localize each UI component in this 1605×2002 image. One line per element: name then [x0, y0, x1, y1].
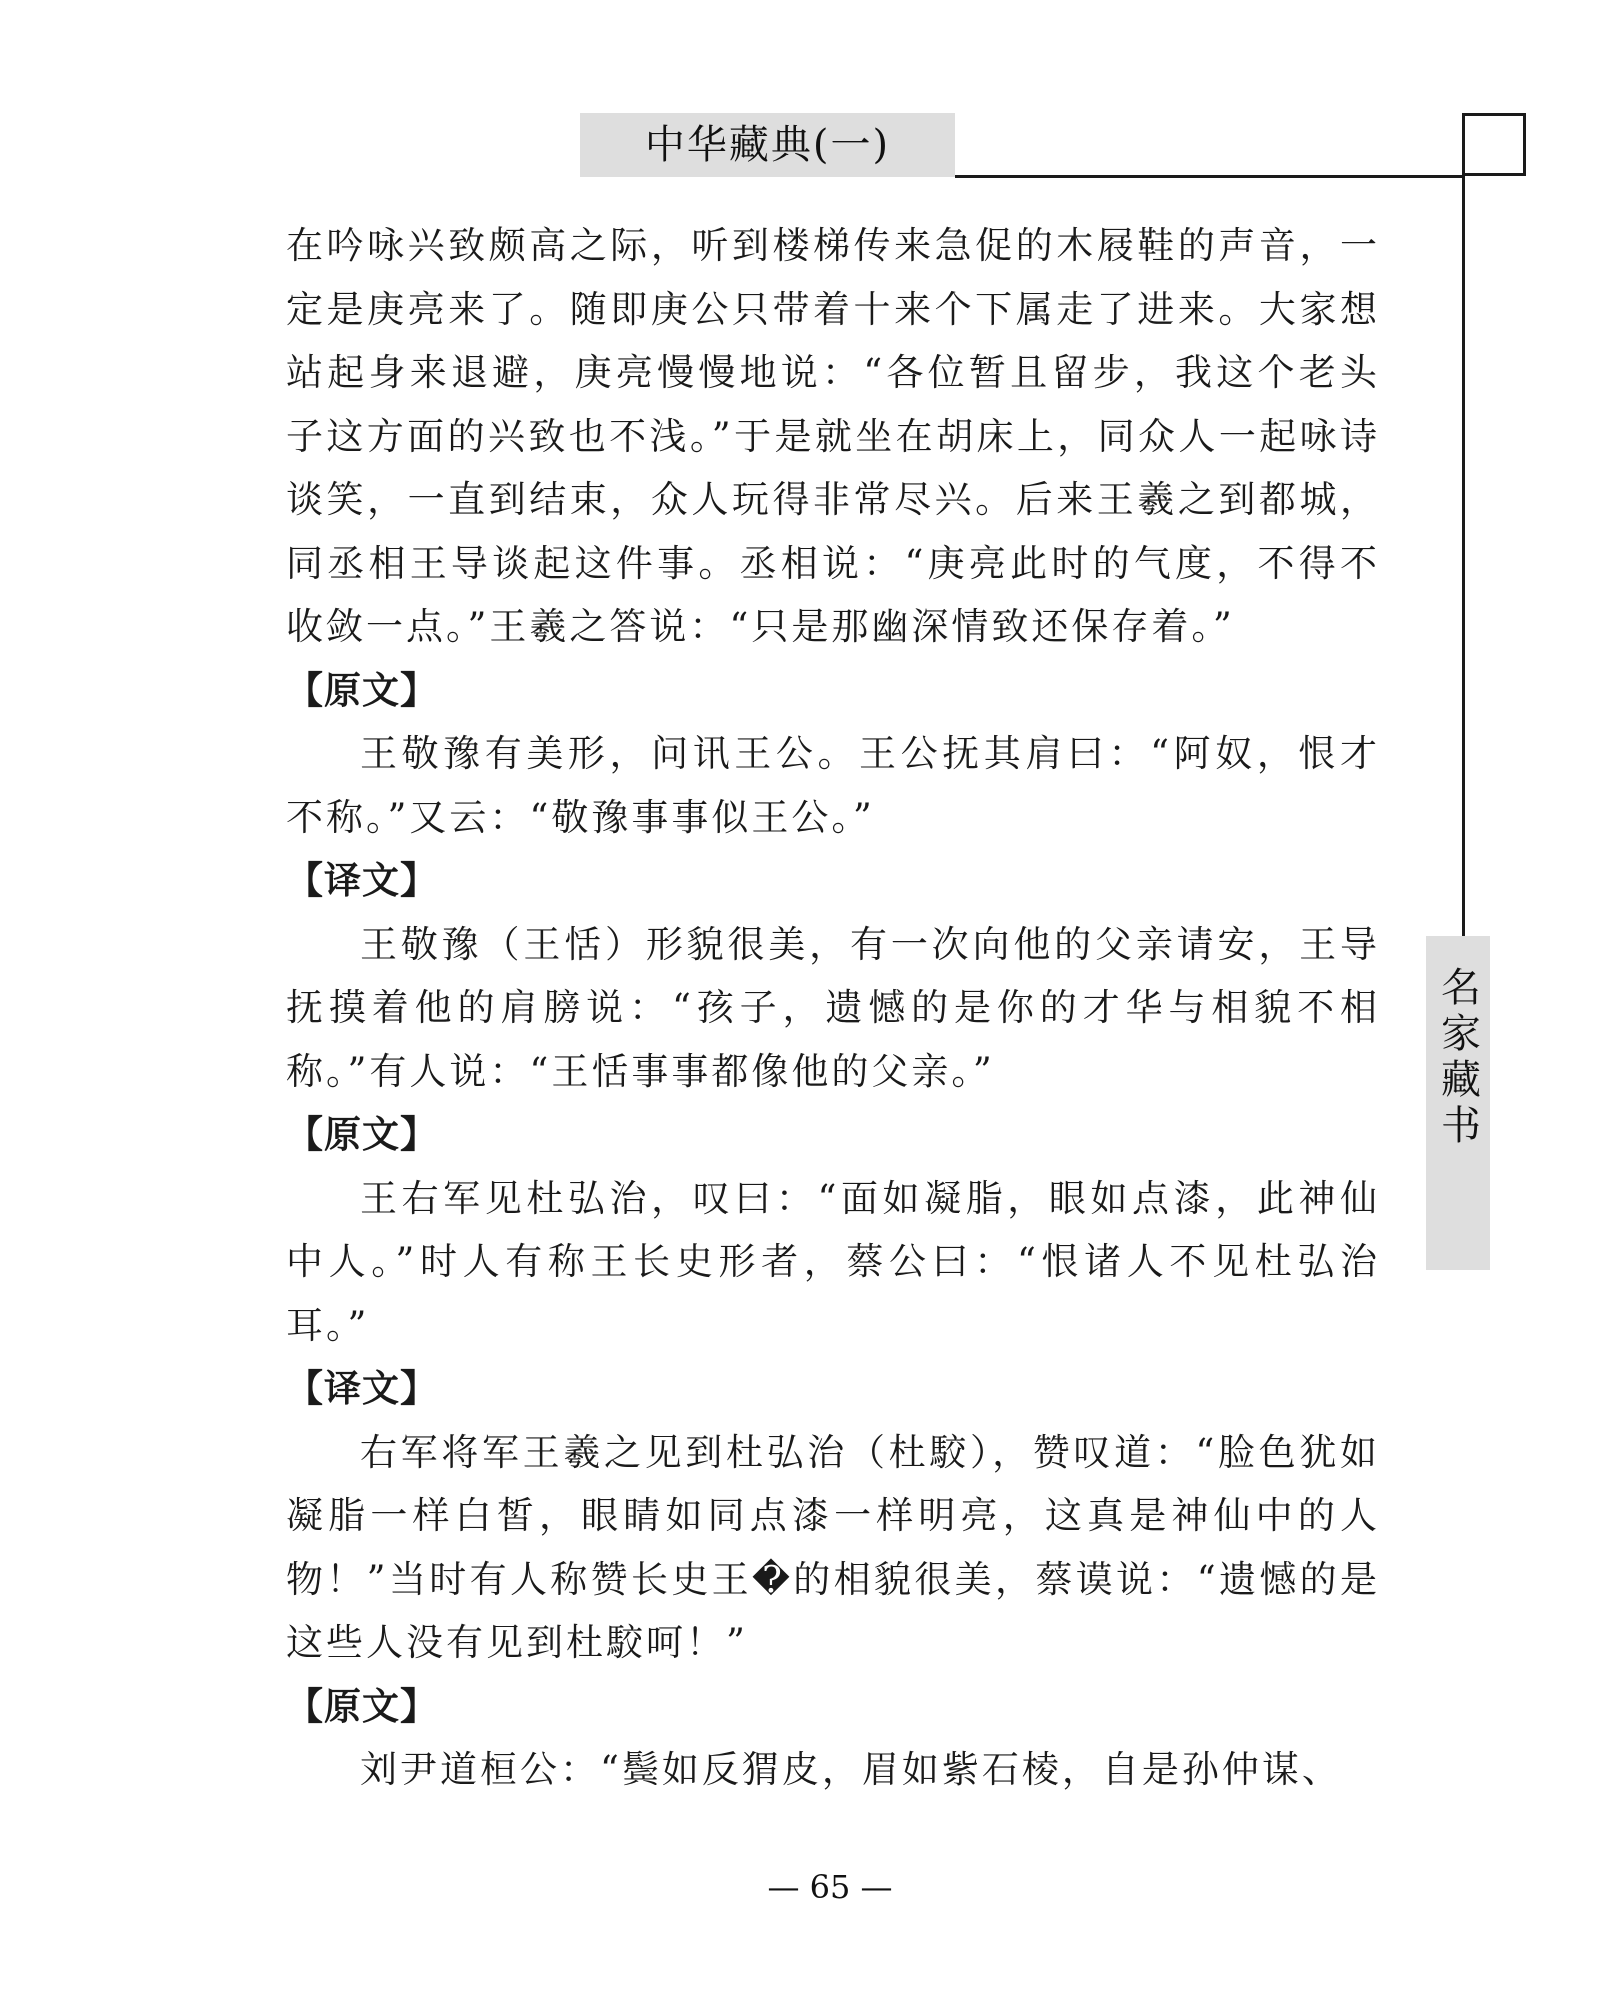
paragraph-original: 王右军见杜弘治，叹曰：“面如凝脂，眼如点漆，此神仙中人。”时人有称王长史形者，蔡公曰：“恨诸人不见杜弘治耳。”: [286, 1176, 1380, 1347]
page-body: [286, 214, 1380, 1802]
header-rule: [955, 175, 1465, 178]
corner-box: [1462, 113, 1526, 176]
book-title: 中华藏典(一): [644, 122, 891, 168]
paragraph-original: 王敬豫有美形，问讯王公。王公抚其肩曰：“阿奴，恨才不称。”又云：“敬豫事事似王公。”: [286, 732, 1380, 839]
side-tab: [1426, 936, 1490, 1270]
paragraph-translation: 王敬豫（王恬）形貌很美，有一次向他的父亲请安，王导抚摸着他的肩膀说：“孩子，遗憾的是你的才华与相貌不相称。”有人说：“王恬事事都像他的父亲。”: [286, 922, 1380, 1093]
section-heading-translation: 【译文】: [286, 859, 438, 902]
section-heading-original: 【原文】: [286, 1684, 438, 1728]
side-tab-label: 名家藏书: [1434, 966, 1481, 1150]
paragraph-translation: 右军将军王羲之见到杜弘治（杜駮），赞叹道：“脸色犹如凝脂一样白皙，眼睛如同点漆一样明亮，这真是神仙中的人物！”当时有人称赞长史王�的相貌很美，蔡谟说：“遗憾的是这些人没有见到杜駮呵！”: [286, 1430, 1380, 1664]
page-number: — 65 —: [767, 1868, 893, 1906]
section-heading-original: 【原文】: [286, 668, 438, 712]
paragraph-original: 刘尹道桓公：“鬓如反猬皮，眉如紫石棱，自是孙仲谋、: [360, 1748, 1342, 1791]
section-heading-translation: 【译文】: [286, 1367, 438, 1410]
paragraph-continued: 在吟咏兴致颇高之际，听到楼梯传来急促的木屐鞋的声音，一定是庚亮来了。随即庚公只带着十来个下属走了进来。大家想站起身来退避，庚亮慢慢地说：“各位暂且留步，我这个老头子这方面的兴致也不浅。”于是就坐在胡床上，同众人一起咏诗谈笑，一直到结束，众人玩得非常尽兴。后来王羲之到都城，同丞相王导谈起这件事。丞相说：“庚亮此时的气度，不得不收敛一点。”王羲之答说：“只是那幽深情致还保存着。”: [286, 224, 1380, 648]
section-heading-original: 【原文】: [286, 1113, 438, 1156]
side-rule: [1462, 176, 1465, 936]
